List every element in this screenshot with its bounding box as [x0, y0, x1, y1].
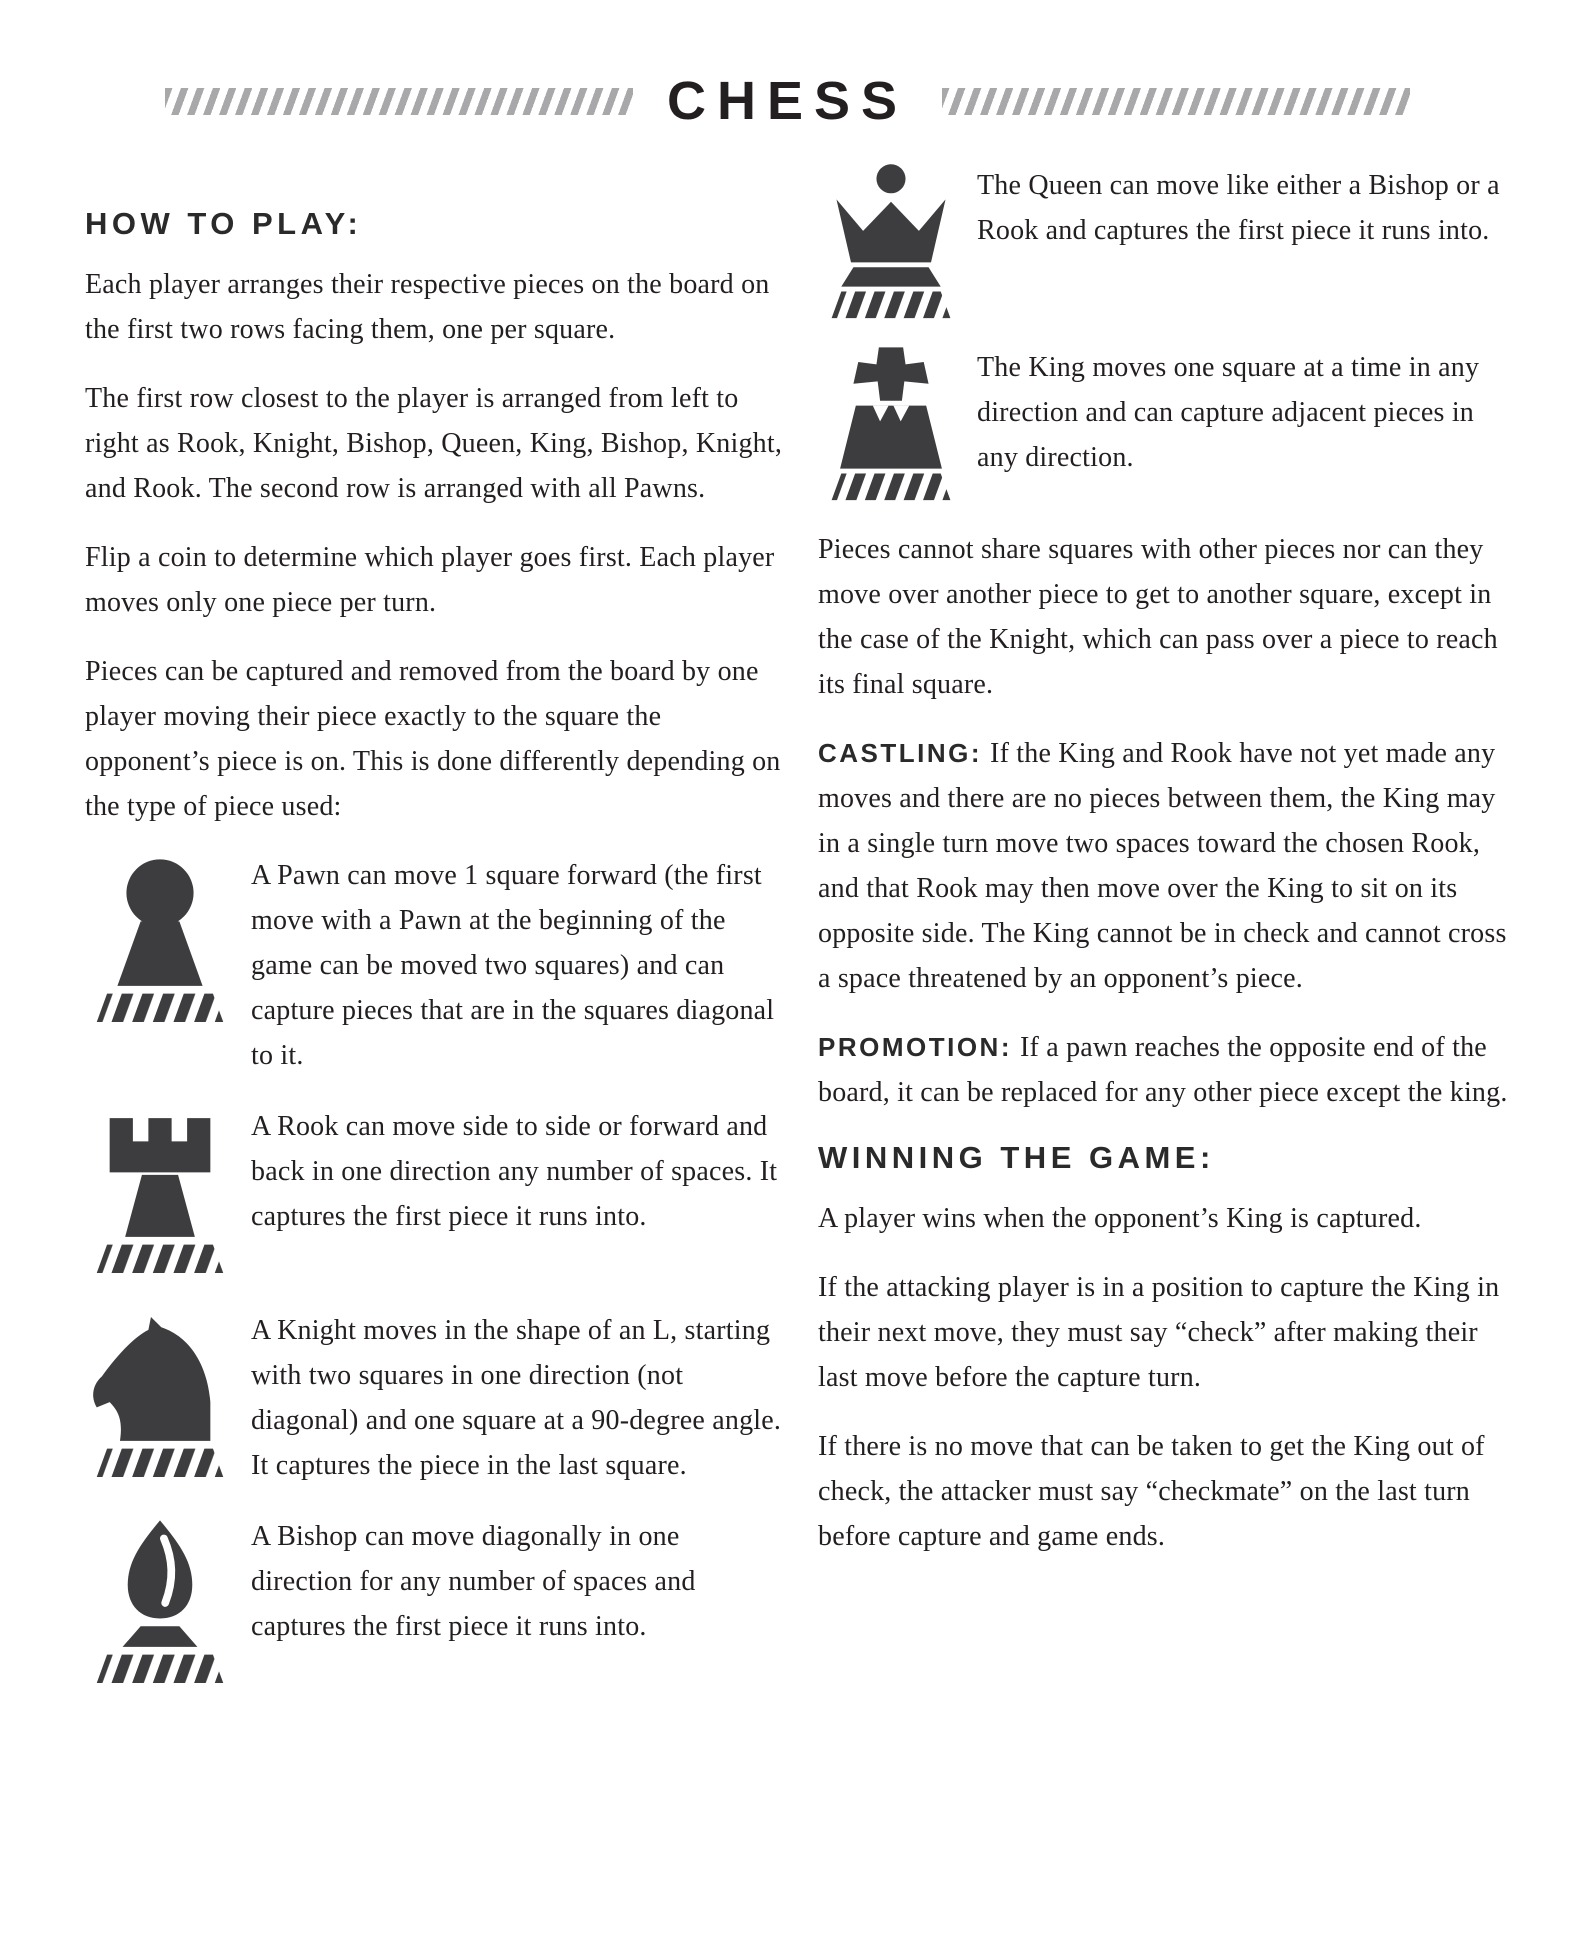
king-icon [818, 345, 963, 505]
hatch-bar-left-icon [165, 88, 633, 115]
paragraph-sharing-squares: Pieces cannot share squares with other pieces nor can they move over another piece to get to another square, except in the case of the Knight, which can pass over a piece to reach its final square. [818, 534, 1498, 700]
hatch-bar-right-icon [942, 88, 1410, 115]
paragraph-checkmate: If there is no move that can be taken to get the King out of check, the attacker must say “checkmate” on the last turn before capture and game ends. [818, 1431, 1485, 1553]
rook-rule-item [85, 1104, 785, 1282]
king-rule-text: The King moves one square at a time in any direction and can capture adjacent pieces in any direction. [977, 352, 1480, 473]
king-rule-item [818, 345, 1508, 505]
bishop-rule-text: A Bishop can move diagonally in one direction for any number of spaces and captures the first piece it runs into. [251, 1521, 696, 1643]
bishop-icon [85, 1514, 235, 1692]
queen-rule-item [818, 163, 1508, 323]
knight-rule-item [85, 1308, 785, 1488]
right-column [818, 163, 1508, 1583]
paragraph-coin-flip: Flip a coin to determine which player goes first. Each player moves only one piece per turn. [85, 542, 775, 619]
winning-the-game-heading: WINNING THE GAME: [818, 1140, 1215, 1175]
knight-icon [85, 1308, 235, 1486]
promotion-text: If a pawn reaches the opposite end of the board, it can be replaced for any other piece except the king. [818, 1032, 1508, 1108]
paragraph-first-row: The first row closest to the player is arranged from left to right as Rook, Knight, Bishop, Queen, King, Bishop, Knight, and Rook. The second row is arranged with all Pawns. [85, 383, 783, 505]
pawn-icon [85, 853, 235, 1031]
how-to-play-heading: HOW TO PLAY: [85, 206, 363, 241]
paragraph-capturing: Pieces can be captured and removed from the board by one player moving their piece exactly to the square the opponent’s piece is on. This is done differently depending on the type of piece used: [85, 656, 781, 823]
paragraph-win-condition: A player wins when the opponent’s King is captured. [818, 1203, 1422, 1235]
castling-text: If the King and Rook have not yet made any moves and there are no pieces between them, the King may in a single turn move two spaces toward the chosen Rook, and that Rook may then move over the King to sit on its opposite side. The King cannot be in check and cannot cross a space threatened by an opponent’s piece. [818, 738, 1507, 994]
queen-icon [818, 163, 963, 323]
castling-paragraph [818, 731, 1508, 1001]
rook-rule-text: A Rook can move side to side or forward and back in one direction any number of spaces. It captures the first piece it runs into. [251, 1111, 778, 1233]
pawn-rule-text: A Pawn can move 1 square forward (the first move with a Pawn at the beginning of the game can be moved two squares) and can capture pieces that are in the squares diagonal to it. [251, 860, 775, 1072]
paragraph-setup: Each player arranges their respective pieces on the board on the first two rows facing them, one per square. [85, 269, 770, 346]
promotion-paragraph [818, 1025, 1508, 1115]
knight-rule-text: A Knight moves in the shape of an L, starting with two squares in one direction (not diagonal) and one square at a 90-degree angle. It captures the piece in the last square. [251, 1315, 782, 1482]
page-header [0, 71, 1575, 131]
pawn-rule-item [85, 853, 785, 1078]
castling-label: CASTLING: [818, 738, 983, 768]
rook-icon [85, 1104, 235, 1282]
page-title: CHESS [666, 71, 909, 131]
bishop-rule-item [85, 1514, 785, 1692]
paragraph-check: If the attacking player is in a position to capture the King in their next move, they must say “check” after making their last move before the capture turn. [818, 1272, 1500, 1394]
promotion-label: PROMOTION: [818, 1032, 1012, 1062]
left-column [85, 205, 785, 1718]
queen-rule-text: The Queen can move like either a Bishop or a Rook and captures the first piece it runs into. [977, 170, 1500, 246]
